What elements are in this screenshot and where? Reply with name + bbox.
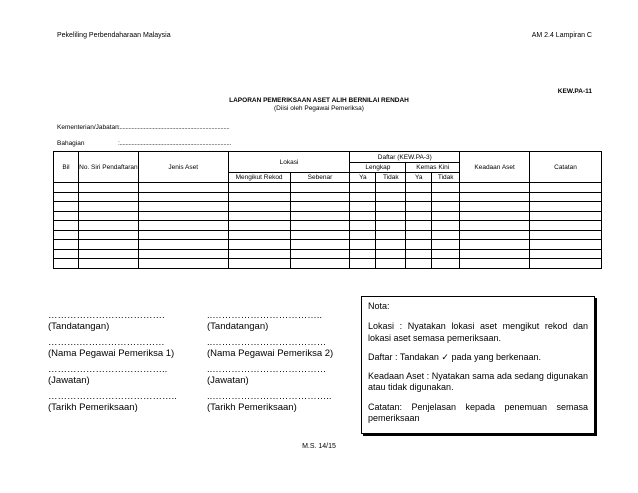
table-cell[interactable] — [460, 259, 530, 269]
col-kemas-kini: Kemas Kini — [406, 163, 460, 173]
table-cell[interactable] — [432, 192, 460, 202]
table-cell[interactable] — [530, 183, 602, 193]
table-cell[interactable] — [530, 259, 602, 269]
table-cell[interactable] — [78, 221, 138, 231]
table-cell[interactable] — [350, 230, 376, 240]
table-cell[interactable] — [406, 211, 432, 221]
table-cell[interactable] — [54, 202, 79, 212]
table-cell[interactable] — [406, 183, 432, 193]
form-code: KEW.PA-11 — [557, 88, 592, 95]
note-daftar-post: pada yang berkenaan. — [451, 351, 542, 362]
table-cell[interactable] — [228, 230, 290, 240]
table-row — [54, 240, 602, 250]
table-cell[interactable] — [376, 192, 406, 202]
col-tidak-lengkap: Tidak — [376, 173, 406, 183]
table-cell[interactable] — [406, 192, 432, 202]
table-cell[interactable] — [350, 183, 376, 193]
table-cell[interactable] — [290, 240, 350, 250]
name-dots[interactable]: ……….……………………… — [48, 337, 165, 348]
table-cell[interactable] — [54, 192, 79, 202]
col-bil: Bil — [54, 152, 79, 183]
table-cell[interactable] — [432, 230, 460, 240]
table-row — [54, 259, 602, 269]
table-cell[interactable] — [290, 202, 350, 212]
division-field[interactable]: :.......................................................................... — [118, 140, 231, 147]
table-cell[interactable] — [432, 202, 460, 212]
table-cell[interactable] — [228, 192, 290, 202]
table-cell[interactable] — [54, 240, 79, 250]
table-cell[interactable] — [54, 221, 79, 231]
table-cell[interactable] — [54, 230, 79, 240]
table-cell[interactable] — [350, 221, 376, 231]
col-ya-kemas-kini: Ya — [406, 173, 432, 183]
col-lokasi: Lokasi — [228, 152, 350, 173]
table-cell[interactable] — [530, 249, 602, 259]
table-cell[interactable] — [432, 249, 460, 259]
form-subtitle: (Diisi oleh Pegawai Pemeriksa) — [274, 105, 364, 112]
table-row — [54, 202, 602, 212]
col-siri: No. Siri Pendaftaran — [78, 152, 138, 183]
table-cell[interactable] — [406, 221, 432, 231]
table-cell[interactable] — [228, 249, 290, 259]
table-cell[interactable] — [138, 192, 228, 202]
notes-title: Nota: — [368, 301, 390, 311]
table-cell[interactable] — [376, 221, 406, 231]
col-lengkap: Lengkap — [350, 163, 406, 173]
table-cell[interactable] — [290, 192, 350, 202]
table-cell[interactable] — [78, 240, 138, 250]
table-cell[interactable] — [376, 211, 406, 221]
form-title: LAPORAN PEMERIKSAAN ASET ALIH BERNILAI RENDAH — [229, 97, 409, 104]
check-icon: ✓ — [441, 351, 449, 362]
table-cell[interactable] — [138, 211, 228, 221]
position-dots[interactable]: ……………………………….. — [48, 364, 168, 375]
division-label: Bahagian — [57, 140, 85, 147]
table-cell[interactable] — [406, 240, 432, 250]
note-daftar — [368, 352, 588, 363]
table-cell[interactable] — [432, 240, 460, 250]
table-cell[interactable] — [376, 183, 406, 193]
table-cell[interactable] — [460, 192, 530, 202]
table-cell[interactable] — [460, 249, 530, 259]
table-cell[interactable] — [406, 259, 432, 269]
table-cell[interactable] — [54, 183, 79, 193]
table-cell[interactable] — [78, 259, 138, 269]
page-number: M.S. 14/15 — [302, 443, 336, 450]
date-label: (Tarikh Pemeriksaan) — [207, 402, 297, 413]
position-label: (Jawatan) — [48, 375, 90, 386]
col-tidak-kemas-kini: Tidak — [432, 173, 460, 183]
table-cell[interactable] — [138, 221, 228, 231]
signature-label: (Tandatangan) — [48, 321, 110, 332]
table-cell[interactable] — [78, 249, 138, 259]
date-label: (Tarikh Pemeriksaan) — [48, 402, 138, 413]
table-cell[interactable] — [376, 202, 406, 212]
table-cell[interactable] — [350, 211, 376, 221]
table-cell[interactable] — [138, 202, 228, 212]
date-dots[interactable]: ………………………………….. — [48, 391, 177, 402]
col-mengikut-rekod: Mengikut Rekod — [228, 173, 290, 183]
name-label: (Nama Pegawai Pemeriksa 2) — [207, 348, 334, 359]
table-cell[interactable] — [78, 230, 138, 240]
table-cell[interactable] — [138, 230, 228, 240]
table-cell[interactable] — [290, 211, 350, 221]
header-left: Pekeliling Perbendaharaan Malaysia — [57, 32, 171, 39]
table-cell[interactable] — [460, 202, 530, 212]
table-cell[interactable] — [406, 202, 432, 212]
note-lokasi: Lokasi : Nyatakan lokasi aset mengikut rekod dan lokasi aset semasa pemeriksaan. — [368, 321, 588, 343]
position-dots[interactable]: ..……………………………… — [207, 364, 327, 375]
table-cell[interactable] — [290, 230, 350, 240]
table-cell[interactable] — [530, 192, 602, 202]
table-row — [54, 192, 602, 202]
notes-box — [361, 296, 595, 434]
col-keadaan: Keadaan Aset — [460, 152, 530, 183]
table-row — [54, 221, 602, 231]
table-row — [54, 249, 602, 259]
col-daftar: Daftar (KEW.PA-3) — [350, 152, 460, 163]
table-cell[interactable] — [78, 211, 138, 221]
date-dots[interactable]: ..……………………………….. — [207, 391, 332, 402]
col-sebenar: Sebenar — [290, 173, 350, 183]
name-dots[interactable]: ..……………………………… — [207, 337, 327, 348]
table-cell[interactable] — [432, 183, 460, 193]
table-cell[interactable] — [432, 259, 460, 269]
ministry-label: Kementerian/Jabatan — [57, 124, 119, 131]
table-cell[interactable] — [460, 230, 530, 240]
table-cell[interactable] — [376, 259, 406, 269]
col-catatan: Catatan — [530, 152, 602, 183]
table-cell[interactable] — [290, 183, 350, 193]
ministry-field[interactable]: :......................................................................... — [118, 124, 230, 131]
table-cell[interactable] — [530, 240, 602, 250]
table-cell[interactable] — [350, 259, 376, 269]
signature-dots[interactable]: ………………………………. — [48, 310, 165, 321]
table-cell[interactable] — [432, 211, 460, 221]
table-cell[interactable] — [78, 202, 138, 212]
signature-block-1 — [48, 310, 177, 413]
table-cell[interactable] — [350, 202, 376, 212]
table-cell[interactable] — [228, 211, 290, 221]
signature-label: (Tandatangan) — [207, 321, 269, 332]
table-cell[interactable] — [54, 249, 79, 259]
table-cell[interactable] — [376, 230, 406, 240]
table-cell[interactable] — [138, 240, 228, 250]
table-cell[interactable] — [350, 249, 376, 259]
table-cell[interactable] — [376, 249, 406, 259]
table-cell[interactable] — [376, 240, 406, 250]
note-keadaan: Keadaan Aset : Nyatakan sama ada sedang digunakan atau tidak digunakan. — [368, 371, 588, 393]
table-cell[interactable] — [290, 221, 350, 231]
table-cell[interactable] — [406, 249, 432, 259]
table-cell[interactable] — [228, 183, 290, 193]
table-cell[interactable] — [228, 240, 290, 250]
table-cell[interactable] — [530, 221, 602, 231]
table-cell[interactable] — [54, 259, 79, 269]
table-cell[interactable] — [290, 249, 350, 259]
note-catatan: Catatan: Penjelasan kepada penemuan semasa pemeriksaan — [368, 401, 588, 423]
table-cell[interactable] — [78, 183, 138, 193]
table-cell[interactable] — [228, 221, 290, 231]
table-row — [54, 211, 602, 221]
table-row — [54, 183, 602, 193]
position-label: (Jawatan) — [207, 375, 249, 386]
table-cell[interactable] — [78, 192, 138, 202]
table-cell[interactable] — [530, 202, 602, 212]
table-cell[interactable] — [290, 259, 350, 269]
table-cell[interactable] — [138, 183, 228, 193]
table-cell[interactable] — [228, 259, 290, 269]
table-cell[interactable] — [406, 230, 432, 240]
table-cell[interactable] — [530, 230, 602, 240]
table-cell[interactable] — [228, 202, 290, 212]
table-cell[interactable] — [460, 211, 530, 221]
signature-block-2 — [207, 310, 333, 413]
table-row — [54, 230, 602, 240]
signature-dots[interactable]: ..…………………………….. — [207, 310, 323, 321]
inspection-table — [53, 151, 602, 269]
table-cell[interactable] — [460, 240, 530, 250]
table-cell[interactable] — [350, 192, 376, 202]
table-cell[interactable] — [460, 183, 530, 193]
table-cell[interactable] — [138, 259, 228, 269]
col-ya-lengkap: Ya — [350, 173, 376, 183]
table-cell[interactable] — [530, 211, 602, 221]
table-cell[interactable] — [432, 221, 460, 231]
table-cell[interactable] — [350, 240, 376, 250]
note-daftar-pre: Daftar : Tandakan — [368, 351, 439, 362]
table-cell[interactable] — [54, 211, 79, 221]
name-label: (Nama Pegawai Pemeriksa 1) — [48, 348, 175, 359]
col-jenis: Jenis Aset — [138, 152, 228, 183]
table-cell[interactable] — [138, 249, 228, 259]
table-cell[interactable] — [460, 221, 530, 231]
header-right: AM 2.4 Lampiran C — [531, 32, 592, 39]
